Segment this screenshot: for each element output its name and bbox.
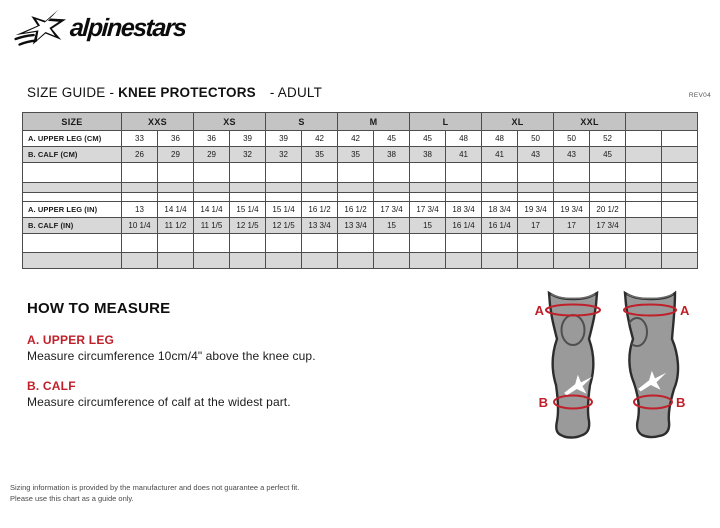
- spacer-cell: [626, 183, 662, 193]
- size-value-cell: 20 1/2: [590, 202, 626, 218]
- spacer-cell: [194, 183, 230, 193]
- spacer-cell: [302, 163, 338, 183]
- spacer-cell: [446, 253, 482, 269]
- size-value-cell: 33: [122, 131, 158, 147]
- size-value-cell: 48: [482, 131, 518, 147]
- size-value-cell: 50: [518, 131, 554, 147]
- spacer-cell: [122, 163, 158, 183]
- spacer-cell: [230, 253, 266, 269]
- spacer-cell: [482, 193, 518, 202]
- size-value-cell: 48: [446, 131, 482, 147]
- alpinestars-logo: [14, 8, 186, 48]
- size-column-header: M: [338, 113, 410, 131]
- size-value-cell: 52: [590, 131, 626, 147]
- diagram-label-a-left: A: [534, 303, 544, 318]
- size-value-cell: [626, 131, 662, 147]
- spacer-cell: [23, 234, 122, 253]
- size-value-cell: 17: [518, 218, 554, 234]
- size-value-cell: [662, 147, 698, 163]
- spacer-cell: [158, 253, 194, 269]
- size-value-cell: [662, 218, 698, 234]
- measure-text-b: Measure circumference of calf at the widest part.: [27, 395, 291, 409]
- diagram-label-b-right: B: [676, 395, 686, 410]
- measure-label-a: A. UPPER LEG: [27, 333, 115, 347]
- spacer-cell: [194, 253, 230, 269]
- size-value-cell: [626, 218, 662, 234]
- spacer-cell: [338, 234, 374, 253]
- spacer-cell: [482, 253, 518, 269]
- revision-label: REV04: [688, 92, 711, 99]
- spacer-row: [23, 234, 698, 253]
- size-value-cell: 13 3/4: [302, 218, 338, 234]
- spacer-cell: [194, 193, 230, 202]
- size-value-cell: 11 1/5: [194, 218, 230, 234]
- spacer-cell: [158, 193, 194, 202]
- spacer-cell: [554, 253, 590, 269]
- size-value-cell: 43: [518, 147, 554, 163]
- spacer-cell: [266, 193, 302, 202]
- spacer-cell: [158, 163, 194, 183]
- spacer-cell: [374, 234, 410, 253]
- spacer-cell: [194, 163, 230, 183]
- size-table-row: [23, 218, 698, 234]
- size-value-cell: 38: [374, 147, 410, 163]
- footer-line-1: Sizing information is provided by the manufacturer and does not guarantee a perfect fit.: [10, 483, 300, 492]
- spacer-cell: [590, 193, 626, 202]
- size-value-cell: [626, 202, 662, 218]
- spacer-cell: [338, 163, 374, 183]
- knee-sleeve-front: [546, 293, 600, 438]
- page-title: [27, 85, 322, 100]
- footer-disclaimer: [10, 482, 299, 504]
- spacer-cell: [554, 183, 590, 193]
- size-value-cell: 39: [230, 131, 266, 147]
- size-table-corner: SIZE: [23, 113, 122, 131]
- size-value-cell: 42: [302, 131, 338, 147]
- spacer-cell: [518, 193, 554, 202]
- spacer-cell: [23, 163, 122, 183]
- spacer-cell: [554, 163, 590, 183]
- spacer-cell: [23, 193, 122, 202]
- size-column-header: L: [410, 113, 482, 131]
- size-column-header: XL: [482, 113, 554, 131]
- size-value-cell: [626, 147, 662, 163]
- size-value-cell: 32: [230, 147, 266, 163]
- diagram-label-a-right: A: [680, 303, 690, 318]
- spacer-cell: [446, 234, 482, 253]
- knee-sleeve-side: [624, 293, 678, 437]
- spacer-cell: [374, 193, 410, 202]
- size-value-cell: 11 1/2: [158, 218, 194, 234]
- spacer-cell: [230, 163, 266, 183]
- size-column-header: XXL: [554, 113, 626, 131]
- how-to-measure-section: [27, 300, 457, 425]
- size-column-header: [626, 113, 698, 131]
- size-value-cell: 14 1/4: [194, 202, 230, 218]
- size-value-cell: 36: [194, 131, 230, 147]
- spacer-cell: [302, 193, 338, 202]
- size-value-cell: 12 1/5: [230, 218, 266, 234]
- spacer-cell: [410, 193, 446, 202]
- spacer-cell: [122, 193, 158, 202]
- spacer-cell: [590, 183, 626, 193]
- size-value-cell: 15: [374, 218, 410, 234]
- size-value-cell: 13 3/4: [338, 218, 374, 234]
- measure-text-a: Measure circumference 10cm/4" above the knee cup.: [27, 349, 316, 363]
- spacer-row: [23, 183, 698, 193]
- size-value-cell: 16 1/2: [338, 202, 374, 218]
- spacer-cell: [122, 234, 158, 253]
- spacer-row: [23, 253, 698, 269]
- spacer-cell: [446, 193, 482, 202]
- spacer-cell: [518, 183, 554, 193]
- spacer-cell: [266, 183, 302, 193]
- footer-line-2: Please use this chart as a guide only.: [10, 494, 134, 503]
- spacer-cell: [410, 163, 446, 183]
- spacer-cell: [230, 193, 266, 202]
- spacer-cell: [446, 163, 482, 183]
- spacer-cell: [194, 234, 230, 253]
- size-table-header-row: [23, 113, 698, 131]
- size-value-cell: 35: [302, 147, 338, 163]
- size-value-cell: 10 1/4: [122, 218, 158, 234]
- size-value-cell: 17 3/4: [374, 202, 410, 218]
- spacer-cell: [410, 234, 446, 253]
- spacer-cell: [626, 234, 662, 253]
- spacer-cell: [590, 163, 626, 183]
- size-value-cell: 39: [266, 131, 302, 147]
- spacer-cell: [446, 183, 482, 193]
- size-value-cell: 16 1/4: [482, 218, 518, 234]
- row-label: A. UPPER LEG (IN): [23, 202, 122, 218]
- spacer-cell: [266, 253, 302, 269]
- knee-protector-diagram: [505, 285, 715, 465]
- spacer-cell: [482, 183, 518, 193]
- spacer-cell: [338, 253, 374, 269]
- spacer-cell: [122, 253, 158, 269]
- spacer-cell: [410, 183, 446, 193]
- brand-wordmark: alpinestars: [69, 13, 187, 42]
- size-value-cell: [662, 131, 698, 147]
- row-label: B. CALF (CM): [23, 147, 122, 163]
- size-value-cell: 17: [554, 218, 590, 234]
- size-value-cell: 38: [410, 147, 446, 163]
- spacer-cell: [374, 183, 410, 193]
- size-value-cell: 29: [194, 147, 230, 163]
- size-table: [22, 112, 698, 269]
- size-value-cell: 18 3/4: [482, 202, 518, 218]
- size-value-cell: 17 3/4: [410, 202, 446, 218]
- size-value-cell: 17 3/4: [590, 218, 626, 234]
- diagram-label-b-left: B: [538, 395, 548, 410]
- spacer-cell: [554, 234, 590, 253]
- spacer-cell: [302, 253, 338, 269]
- spacer-cell: [662, 183, 698, 193]
- spacer-cell: [482, 163, 518, 183]
- spacer-cell: [662, 234, 698, 253]
- size-value-cell: 36: [158, 131, 194, 147]
- size-value-cell: 29: [158, 147, 194, 163]
- spacer-cell: [122, 183, 158, 193]
- measure-item-calf: [27, 379, 457, 409]
- spacer-cell: [266, 163, 302, 183]
- size-column-header: XXS: [122, 113, 194, 131]
- size-value-cell: 50: [554, 131, 590, 147]
- size-column-header: XS: [194, 113, 266, 131]
- title-product: KNEE PROTECTORS: [118, 85, 256, 100]
- size-value-cell: 13: [122, 202, 158, 218]
- spacer-row: [23, 163, 698, 183]
- spacer-cell: [266, 234, 302, 253]
- size-value-cell: 15 1/4: [230, 202, 266, 218]
- size-value-cell: 45: [374, 131, 410, 147]
- spacer-cell: [590, 253, 626, 269]
- size-table-row: [23, 131, 698, 147]
- size-value-cell: 19 3/4: [554, 202, 590, 218]
- title-audience: - ADULT: [269, 85, 323, 100]
- how-to-measure-heading: HOW TO MEASURE: [27, 300, 171, 317]
- size-value-cell: 12 1/5: [266, 218, 302, 234]
- spacer-cell: [626, 163, 662, 183]
- size-value-cell: 35: [338, 147, 374, 163]
- size-value-cell: 42: [338, 131, 374, 147]
- spacer-cell: [23, 253, 122, 269]
- title-prefix: SIZE GUIDE -: [27, 85, 119, 100]
- size-value-cell: 41: [446, 147, 482, 163]
- spacer-cell: [626, 193, 662, 202]
- size-column-header: S: [266, 113, 338, 131]
- spacer-cell: [518, 234, 554, 253]
- size-value-cell: 15 1/4: [266, 202, 302, 218]
- spacer-cell: [662, 253, 698, 269]
- spacer-cell: [338, 183, 374, 193]
- size-value-cell: 14 1/4: [158, 202, 194, 218]
- alpinestars-star-icon: [14, 8, 66, 48]
- spacer-cell: [302, 234, 338, 253]
- spacer-cell: [518, 163, 554, 183]
- spacer-cell: [158, 234, 194, 253]
- size-value-cell: 32: [266, 147, 302, 163]
- size-value-cell: 16 1/4: [446, 218, 482, 234]
- measure-label-b: B. CALF: [27, 379, 76, 393]
- size-value-cell: 45: [410, 131, 446, 147]
- size-value-cell: 26: [122, 147, 158, 163]
- size-value-cell: 43: [554, 147, 590, 163]
- spacer-cell: [554, 193, 590, 202]
- spacer-cell: [374, 163, 410, 183]
- size-value-cell: 18 3/4: [446, 202, 482, 218]
- spacer-cell: [158, 183, 194, 193]
- row-label: A. UPPER LEG (CM): [23, 131, 122, 147]
- spacer-cell: [626, 253, 662, 269]
- spacer-cell: [302, 183, 338, 193]
- spacer-cell: [23, 183, 122, 193]
- row-label: B. CALF (IN): [23, 218, 122, 234]
- spacer-cell: [338, 193, 374, 202]
- spacer-cell: [230, 234, 266, 253]
- size-table-row: [23, 147, 698, 163]
- spacer-cell: [230, 183, 266, 193]
- spacer-cell: [518, 253, 554, 269]
- spacer-cell: [590, 234, 626, 253]
- measure-item-upper-leg: [27, 333, 457, 363]
- size-value-cell: [662, 202, 698, 218]
- size-value-cell: 19 3/4: [518, 202, 554, 218]
- knee-sleeves-illustration: [505, 285, 715, 465]
- spacer-cell: [482, 234, 518, 253]
- size-value-cell: 41: [482, 147, 518, 163]
- size-value-cell: 16 1/2: [302, 202, 338, 218]
- size-value-cell: 15: [410, 218, 446, 234]
- spacer-cell: [662, 193, 698, 202]
- size-value-cell: 45: [590, 147, 626, 163]
- spacer-cell: [374, 253, 410, 269]
- spacer-cell: [410, 253, 446, 269]
- size-table-row: [23, 202, 698, 218]
- spacer-row: [23, 193, 698, 202]
- spacer-cell: [662, 163, 698, 183]
